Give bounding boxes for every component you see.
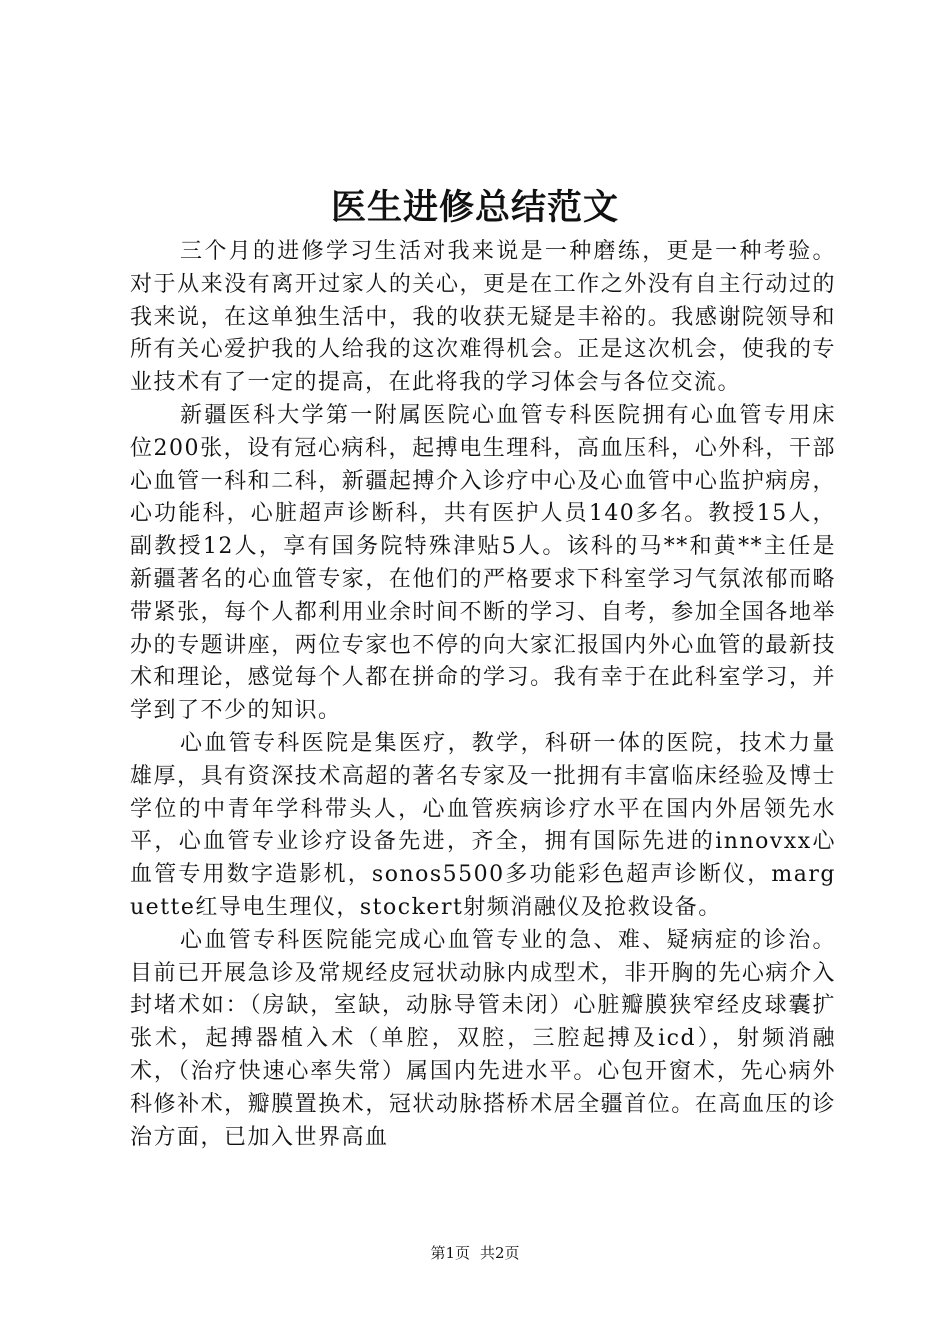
document-title: 医生进修总结范文 — [330, 187, 619, 228]
paragraph: 心血管专科医院能完成心血管专业的急、难、疑病症的诊治。目前已开展急诊及常规经皮冠状动脉内成型术，非开胸的先心病介入封堵术如：（房缺，室缺，动脉导管未闭）心脏瓣膜狭窄经皮球囊扩张术，起搏器植入术（单腔，双腔，三腔起搏及icd），射频消融术，（治疗快速心率失常）属国内先进水平。心包开窗术，先心病外科修补术，瓣膜置换术，冠状动脉搭桥术居全疆首位。在高血压的诊治方面，已加入世界高血 — [130, 927, 836, 1150]
page-number: 第1页 — [430, 1244, 470, 1262]
page-footer — [0, 1243, 950, 1263]
document-body — [130, 236, 836, 1154]
paragraph: 三个月的进修学习生活对我来说是一种磨练，更是一种考验。对于从来没有离开过家人的关心，更是在工作之外没有自主行动过的我来说，在这单独生活中，我的收获无疑是丰裕的。我感谢院领导和所有关心爱护我的人给我的这次难得机会。正是这次机会，使我的专业技术有了一定的提高，在此将我的学习体会与各位交流。 — [130, 239, 836, 396]
paragraph: 新疆医科大学第一附属医院心血管专科医院拥有心血管专用床位200张，设有冠心病科，起搏电生理科，高血压科，心外科，干部心血管一科和二科，新疆起搏介入诊疗中心及心血管中心监护病房，心功能科，心脏超声诊断科，共有医护人员140多名。教授15人，副教授12人，享有国务院特殊津贴5人。该科的马**和黄**主任是新疆著名的心血管专家，在他们的严格要求下科室学习气氛浓郁而略带紧张，每个人都利用业余时间不断的学习、自考，参加全国各地举办的专题讲座，两位专家也不停的向大家汇报国内外心血管的最新技术和理论，感觉每个人都在拼命的学习。我有幸于在此科室学习，并学到了不少的知识。 — [130, 402, 836, 724]
paragraph: 心血管专科医院是集医疗，教学，科研一体的医院，技术力量雄厚，具有资深技术高超的著名专家及一批拥有丰富临床经验及博士学位的中青年学科带头人，心血管疾病诊疗水平在国内外居领先水平，心血管专业诊疗设备先进，齐全，拥有国际先进的innovxx心血管专用数字造影机，sonos5500多功能彩色超声诊断仪，marguette红导电生理仪，stockert射频消融仪及抢救设备。 — [130, 730, 836, 920]
page-total: 共2页 — [480, 1244, 520, 1262]
